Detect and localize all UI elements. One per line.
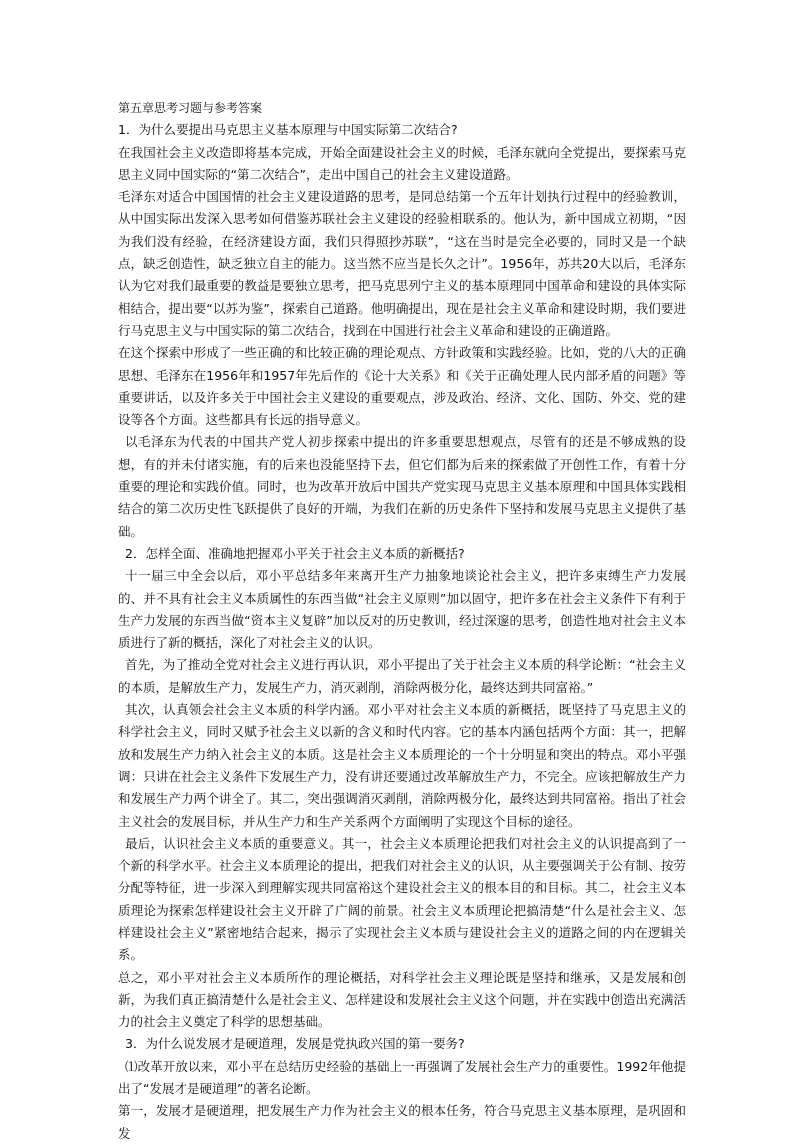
- question-heading: 3．为什么说发展才是硬道理，发展是党执政兴国的第一要务?: [125, 1036, 465, 1052]
- question-heading: 1．为什么要提出马克思主义基本原理与中国实际第二次结合?: [118, 122, 458, 138]
- paragraph: 毛泽东对适合中国国情的社会主义建设道路的思考，是同总结第一个五年计划执行过程中的经验教训，从中国实际出发深入思考如何借鉴苏联社会主义建设的经验相联系的。他认为，新中国成立初期，“因为我们没有经验，在经济建设方面，我们只得照抄苏联”，“这在当时是完全必要的，同时又是一个缺点，缺乏创造性，缺乏独立自主的能力。这当然不应当是长久之计”。1956年，苏共20大以后，毛泽东认为它对我们最重要的教益是要独立思考，把马克思列宁主义的基本原理同中国革命和建设的具体实际相结合，提出要“以苏为鉴”，探索自己道路。他明确提出，现在是社会主义革命和建设时期，我们要进行马克思主义与中国实际的第二次结合，找到在中国进行社会主义革命和建设的正确道路。: [118, 189, 686, 338]
- paragraph: 第一，发展才是硬道理，把发展生产力作为社会主义的根本任务，符合马克思主义基本原理，是巩固和发: [118, 1103, 686, 1141]
- paragraph: 以毛泽东为代表的中国共产党人初步探索中提出的许多重要思想观点，尽管有的还是不够成熟的设想，有的并未付诸实施，有的后来也没能坚持下去，但它们都为后来的探索做了开创性工作，有着十分重要的理论和实践价值。同时，也为改革开放后中国共产党实现马克思主义基本原理和中国具体实践相结合的第二次历史性飞跃提供了良好的开端，为我们在新的历史条件下坚持和发展马克思主义提供了基础。: [118, 434, 686, 539]
- document-blocks: [118, 119, 686, 1145]
- paragraph: 在这个探索中形成了一些正确的和比较正确的理论观点、方针政策和实践经验。比如，党的八大的正确思想、毛泽东在1956年和1957年先后作的《论十大关系》和《关于正确处理人民内部矛盾的问题》等重要讲话，以及许多关于中国社会主义建设的重要观点，涉及政治、经济、文化、国防、外交、党的建设等各个方面。这些都具有长远的指导意义。: [118, 345, 686, 428]
- paragraph: ⑴改革开放以来，邓小平在总结历史经验的基础上一再强调了发展社会生产力的重要性。1992年他提出了“发展才是硬道理”的著名论断。: [118, 1058, 686, 1097]
- paragraph: 最后，认识社会主义本质的重要意义。其一，社会主义本质理论把我们对社会主义的认识提高到了一个新的科学水平。社会主义本质理论的提出，把我们对社会主义的认识，从主要强调关于公有制、按劳分配等特征，进一步深入到理解实现共同富裕这个建设社会主义的根本目的和目标。其二，社会主义本质理论为探索怎样建设社会主义开辟了广阔的前景。社会主义本质理论把搞清楚“什么是社会主义、怎样建设社会主义”紧密地结合起来，揭示了实现社会主义本质与建设社会主义的道路之间的内在逻辑关系。: [118, 835, 686, 963]
- question-heading: 2．怎样全面、准确地把握邓小平关于社会主义本质的新概括?: [125, 545, 465, 561]
- paragraph: 在我国社会主义改造即将基本完成，开始全面建设社会主义的时候，毛泽东就向全党提出，要探索马克思主义同中国实际的“第二次结合”，走出中国自己的社会主义建设道路。: [118, 144, 686, 182]
- paragraph: 其次，认真领会社会主义本质的科学内涵。邓小平对社会主义本质的新概括，既坚持了马克思主义的科学社会主义，同时又赋予社会主义以新的含义和时代内容。它的基本内涵包括两个方面：其一，把解放和发展生产力纳入社会主义的本质。这是社会主义本质理论的一个十分明显和突出的特点。邓小平强调：只讲在社会主义条件下发展生产力，没有讲还要通过改革解放生产力，不完全。应该把解放生产力和发展生产力两个讲全了。其二，突出强调消灭剥削，消除两极分化，最终达到共同富裕。指出了社会主义社会的发展目标，并从生产力和生产关系两个方面阐明了实现这个目标的途径。: [118, 702, 686, 829]
- document-title: 第五章思考习题与参考答案: [118, 101, 263, 115]
- paragraph: 总之，邓小平对社会主义本质所作的理论概括，对科学社会主义理论既是坚持和继承，又是发展和创新，为我们真正搞清楚什么是社会主义、怎样建设和发展社会主义这个问题，并在实践中创造出充满活力的社会主义奠定了科学的思想基础。: [118, 969, 686, 1030]
- paragraph: 首先，为了推动全党对社会主义进行再认识，邓小平提出了关于社会主义本质的科学论断：“社会主义的本质，是解放生产力，发展生产力，消灭剥削，消除两极分化，最终达到共同富裕。”: [118, 657, 686, 695]
- paragraph: 十一届三中全会以后，邓小平总结多年来离开生产力抽象地谈论社会主义，把许多束缚生产力发展的、并不具有社会主义本质属性的东西当做“社会主义原则”加以固守，把许多在社会主义条件下有利于生产力发展的东西当做“资本主义复辟”加以反对的历史教训，经过深邃的思考，创造性地对社会主义本质进行了新的概括，深化了对社会主义的认识。: [118, 568, 686, 651]
- document-body: [118, 97, 686, 1145]
